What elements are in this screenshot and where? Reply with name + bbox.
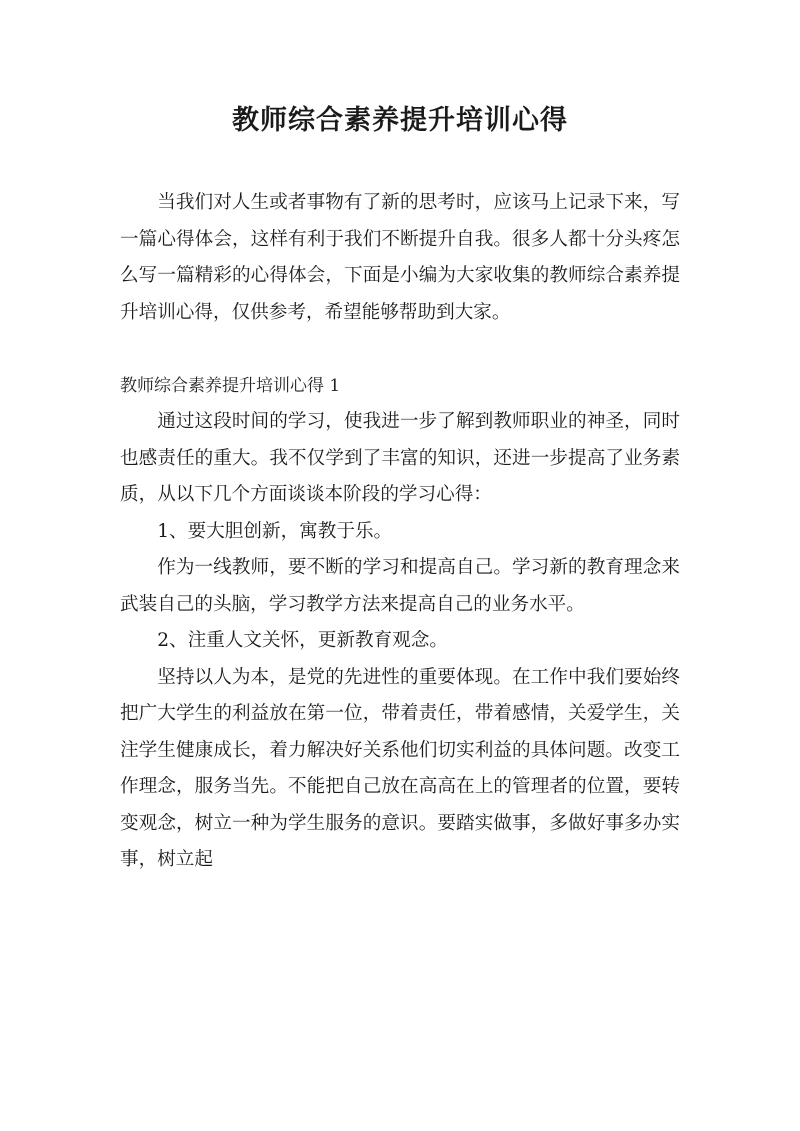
body-paragraph: 作为一线教师，要不断的学习和提高自己。学习新的教育理念来武装自己的头脑，学习教学方法来提高自己的业务水平。 bbox=[120, 557, 680, 615]
paragraph-spacer bbox=[120, 331, 680, 368]
document-body bbox=[120, 185, 680, 879]
list-point-heading: 1、要大胆创新，寓教于乐。 bbox=[157, 520, 393, 542]
list-point-heading: 2、注重人文关怀，更新教育观念。 bbox=[157, 630, 448, 651]
section-heading: 教师综合素养提升培训心得 1 bbox=[120, 375, 341, 396]
document-title: 教师综合素养提升培训心得 bbox=[232, 105, 568, 136]
body-paragraph: 通过这段时间的学习，使我进一步了解到教师职业的神圣，同时也感责任的重大。我不仅学到了丰富的知识，还进一步提高了业务素质，从以下几个方面谈谈本阶段的学习心得： bbox=[120, 411, 680, 505]
intro-paragraph: 当我们对人生或者事物有了新的思考时，应该马上记录下来，写一篇心得体会，这样有利于我们不断提升自我。很多人都十分头疼怎么写一篇精彩的心得体会，下面是小编为大家收集的教师综合素养提升培训心得，仅供参考，希望能够帮助到大家。 bbox=[120, 192, 680, 323]
body-paragraph: 坚持以人为本，是党的先进性的重要体现。在工作中我们要始终把广大学生的利益放在第一位，带着责任，带着感情，关爱学生，关注学生健康成长，着力解决好关系他们切实利益的具体问题。改变工作理念，服务当先。不能把自己放在高高在上的管理者的位置，要转变观念，树立一种为学生服务的意识。要踏实做事，多做好事多办实事，树立起 bbox=[120, 666, 680, 870]
